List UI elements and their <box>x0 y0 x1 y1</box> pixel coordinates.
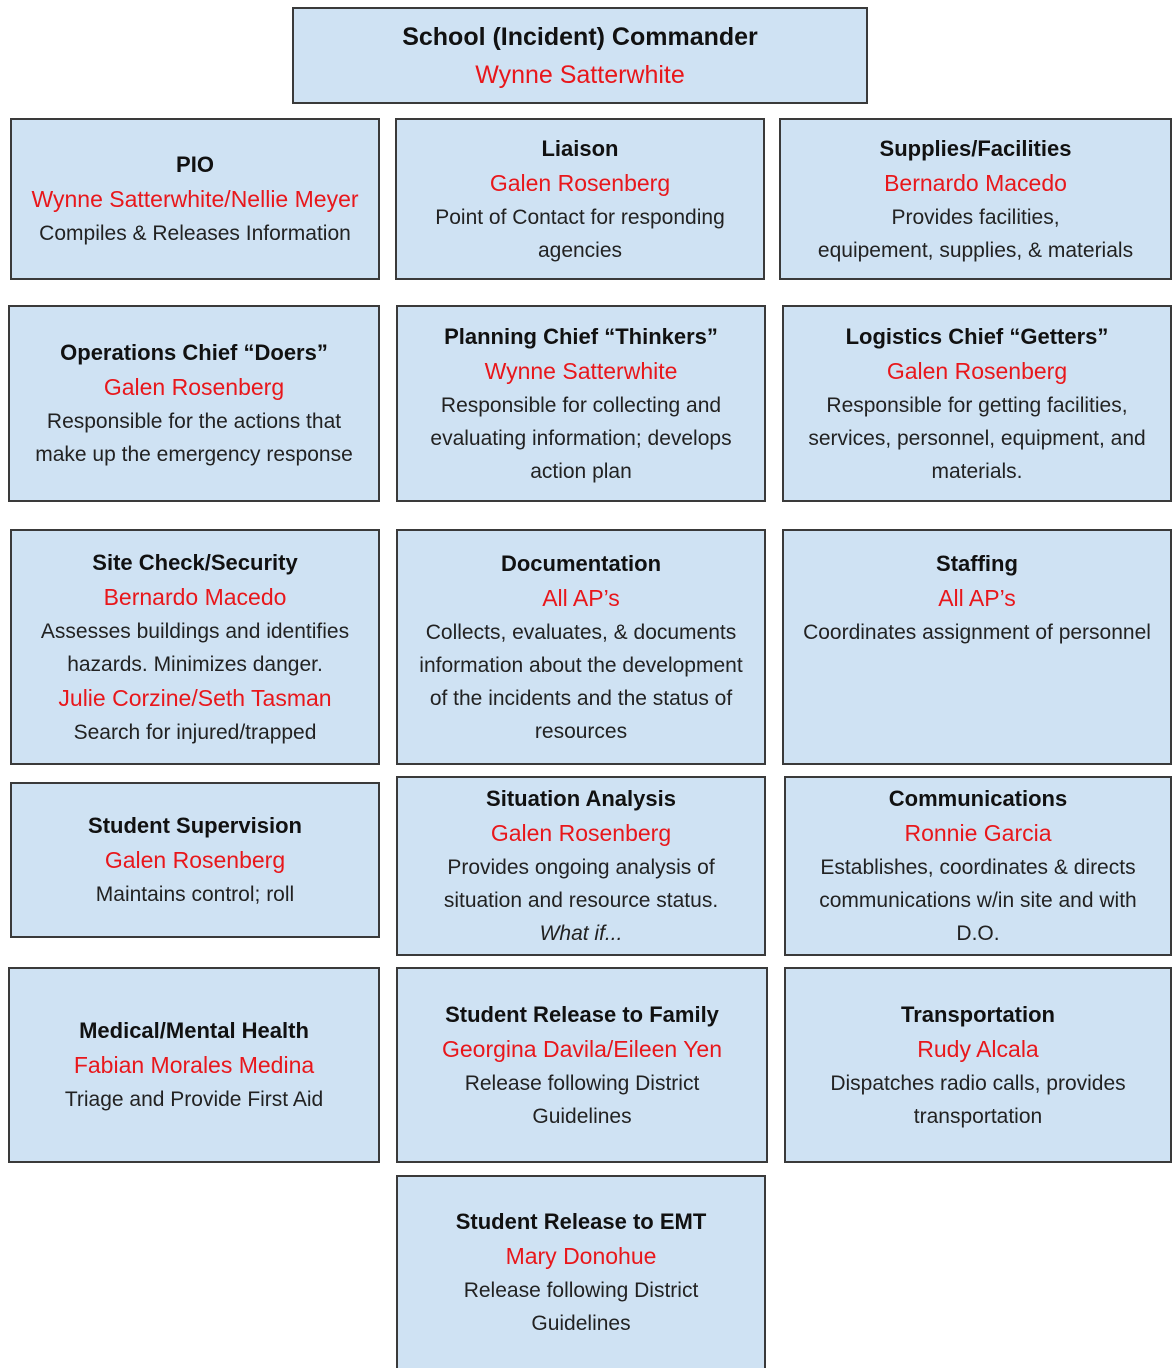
release-emt-desc-line-2: Guidelines <box>531 1312 631 1335</box>
student-supervision-name: Galen Rosenberg <box>104 847 286 873</box>
release-family-desc-line-2: Guidelines <box>532 1104 632 1128</box>
documentation-desc-line-3: of the incidents and the status of <box>429 686 733 710</box>
medical-name: Fabian Morales Medina <box>73 1052 315 1078</box>
liaison-desc-line-2: agencies <box>537 238 623 262</box>
situation-desc-line-1: Provides ongoing analysis of <box>447 856 715 879</box>
supplies-desc-line-2: equipement, supplies, & materials <box>817 238 1134 262</box>
staffing-box <box>782 529 1172 765</box>
liaison-title: Liaison <box>541 135 619 161</box>
liaison-box <box>395 118 765 280</box>
release-family-desc-line-1: Release following District <box>464 1071 700 1095</box>
transportation-title: Transportation <box>900 1001 1055 1027</box>
transportation-desc-line-2: transportation <box>913 1104 1043 1128</box>
site-check-desc-line-2: hazards. Minimizes danger. <box>67 652 323 676</box>
communications-box <box>784 776 1172 956</box>
site-check-box <box>10 529 380 765</box>
pio-desc: Compiles & Releases Information <box>39 222 351 245</box>
planning-desc-line-3: action plan <box>530 459 632 483</box>
situation-desc-italic: What if... <box>539 922 623 945</box>
communications-desc-line-1: Establishes, coordinates & directs <box>820 856 1136 879</box>
student-supervision-title: Student Supervision <box>88 813 302 838</box>
pio-box <box>10 118 380 280</box>
documentation-desc-line-1: Collects, evaluates, & documents <box>425 620 737 644</box>
transportation-desc-line-1: Dispatches radio calls, provides <box>830 1071 1126 1095</box>
liaison-desc-line-1: Point of Contact for responding <box>435 205 725 229</box>
situation-box <box>396 776 766 956</box>
medical-title: Medical/Mental Health <box>79 1018 309 1043</box>
planning-name: Wynne Satterwhite <box>484 357 678 384</box>
site-check-desc-2: Search for injured/trapped <box>73 720 317 744</box>
situation-desc-line-2: situation and resource status. <box>443 889 719 912</box>
transportation-box <box>784 967 1172 1163</box>
logistics-title: Logistics Chief “Getters” <box>845 323 1109 349</box>
release-emt-title: Student Release to EMT <box>455 1209 707 1234</box>
communications-title: Communications <box>888 786 1068 811</box>
site-check-desc-line-1: Assesses buildings and identifies <box>40 619 350 643</box>
operations-desc-line-1: Responsible for the actions that <box>46 410 342 433</box>
situation-name: Galen Rosenberg <box>490 820 672 846</box>
supplies-title: Supplies/Facilities <box>879 135 1072 161</box>
release-family-title: Student Release to Family <box>445 1001 719 1027</box>
release-emt-name: Mary Donohue <box>505 1243 657 1269</box>
student-supervision-box <box>10 782 380 938</box>
staffing-title: Staffing <box>936 551 1018 576</box>
planning-desc-line-1: Responsible for collecting and <box>440 393 722 417</box>
operations-box <box>8 305 380 502</box>
transportation-name: Rudy Alcala <box>917 1035 1039 1062</box>
situation-title: Situation Analysis <box>486 786 676 811</box>
site-check-name-2: Julie Corzine/Seth Tasman <box>58 684 332 711</box>
logistics-desc-line-1: Responsible for getting facilities, <box>826 393 1128 417</box>
documentation-desc-line-4: resources <box>534 719 628 743</box>
logistics-box <box>782 305 1172 502</box>
commander-box <box>292 7 868 104</box>
documentation-desc-line-2: information about the development <box>419 653 743 677</box>
planning-title: Planning Chief “Thinkers” <box>444 323 718 349</box>
supplies-desc-line-1: Provides facilities, <box>891 205 1060 229</box>
communications-name: Ronnie Garcia <box>904 820 1052 846</box>
release-family-name: Georgina Davila/Eileen Yen <box>441 1035 723 1062</box>
medical-box <box>8 967 380 1163</box>
staffing-name: All AP’s <box>938 585 1016 611</box>
logistics-desc-line-2: services, personnel, equipment, and <box>808 426 1146 450</box>
documentation-box <box>396 529 766 765</box>
communications-desc-line-2: communications w/in site and with <box>819 889 1137 912</box>
operations-desc-line-2: make up the emergency response <box>35 443 353 466</box>
student-supervision-desc: Maintains control; roll <box>95 883 295 906</box>
pio-name: Wynne Satterwhite/Nellie Meyer <box>31 186 359 212</box>
pio-title: PIO <box>176 152 214 177</box>
operations-title: Operations Chief “Doers” <box>60 340 328 365</box>
release-family-box <box>396 967 768 1163</box>
documentation-name: All AP’s <box>542 584 620 611</box>
planning-box <box>396 305 766 502</box>
operations-name: Galen Rosenberg <box>103 374 285 400</box>
supplies-name: Bernardo Macedo <box>884 169 1067 196</box>
documentation-title: Documentation <box>500 550 662 576</box>
supplies-box <box>779 118 1172 280</box>
medical-desc: Triage and Provide First Aid <box>64 1088 324 1111</box>
liaison-name: Galen Rosenberg <box>489 169 671 196</box>
staffing-desc: Coordinates assignment of personnel <box>803 621 1151 644</box>
planning-desc-line-2: evaluating information; develops <box>430 426 732 450</box>
release-emt-desc-line-1: Release following District <box>463 1279 699 1302</box>
site-check-title: Site Check/Security <box>92 549 298 575</box>
commander-name: Wynne Satterwhite <box>475 60 685 89</box>
release-emt-box <box>396 1175 766 1368</box>
commander-title: School (Incident) Commander <box>402 22 758 51</box>
logistics-name: Galen Rosenberg <box>886 357 1068 384</box>
site-check-name: Bernardo Macedo <box>103 583 287 610</box>
communications-desc-line-3: D.O. <box>956 922 1000 945</box>
logistics-desc-line-3: materials. <box>931 459 1023 483</box>
